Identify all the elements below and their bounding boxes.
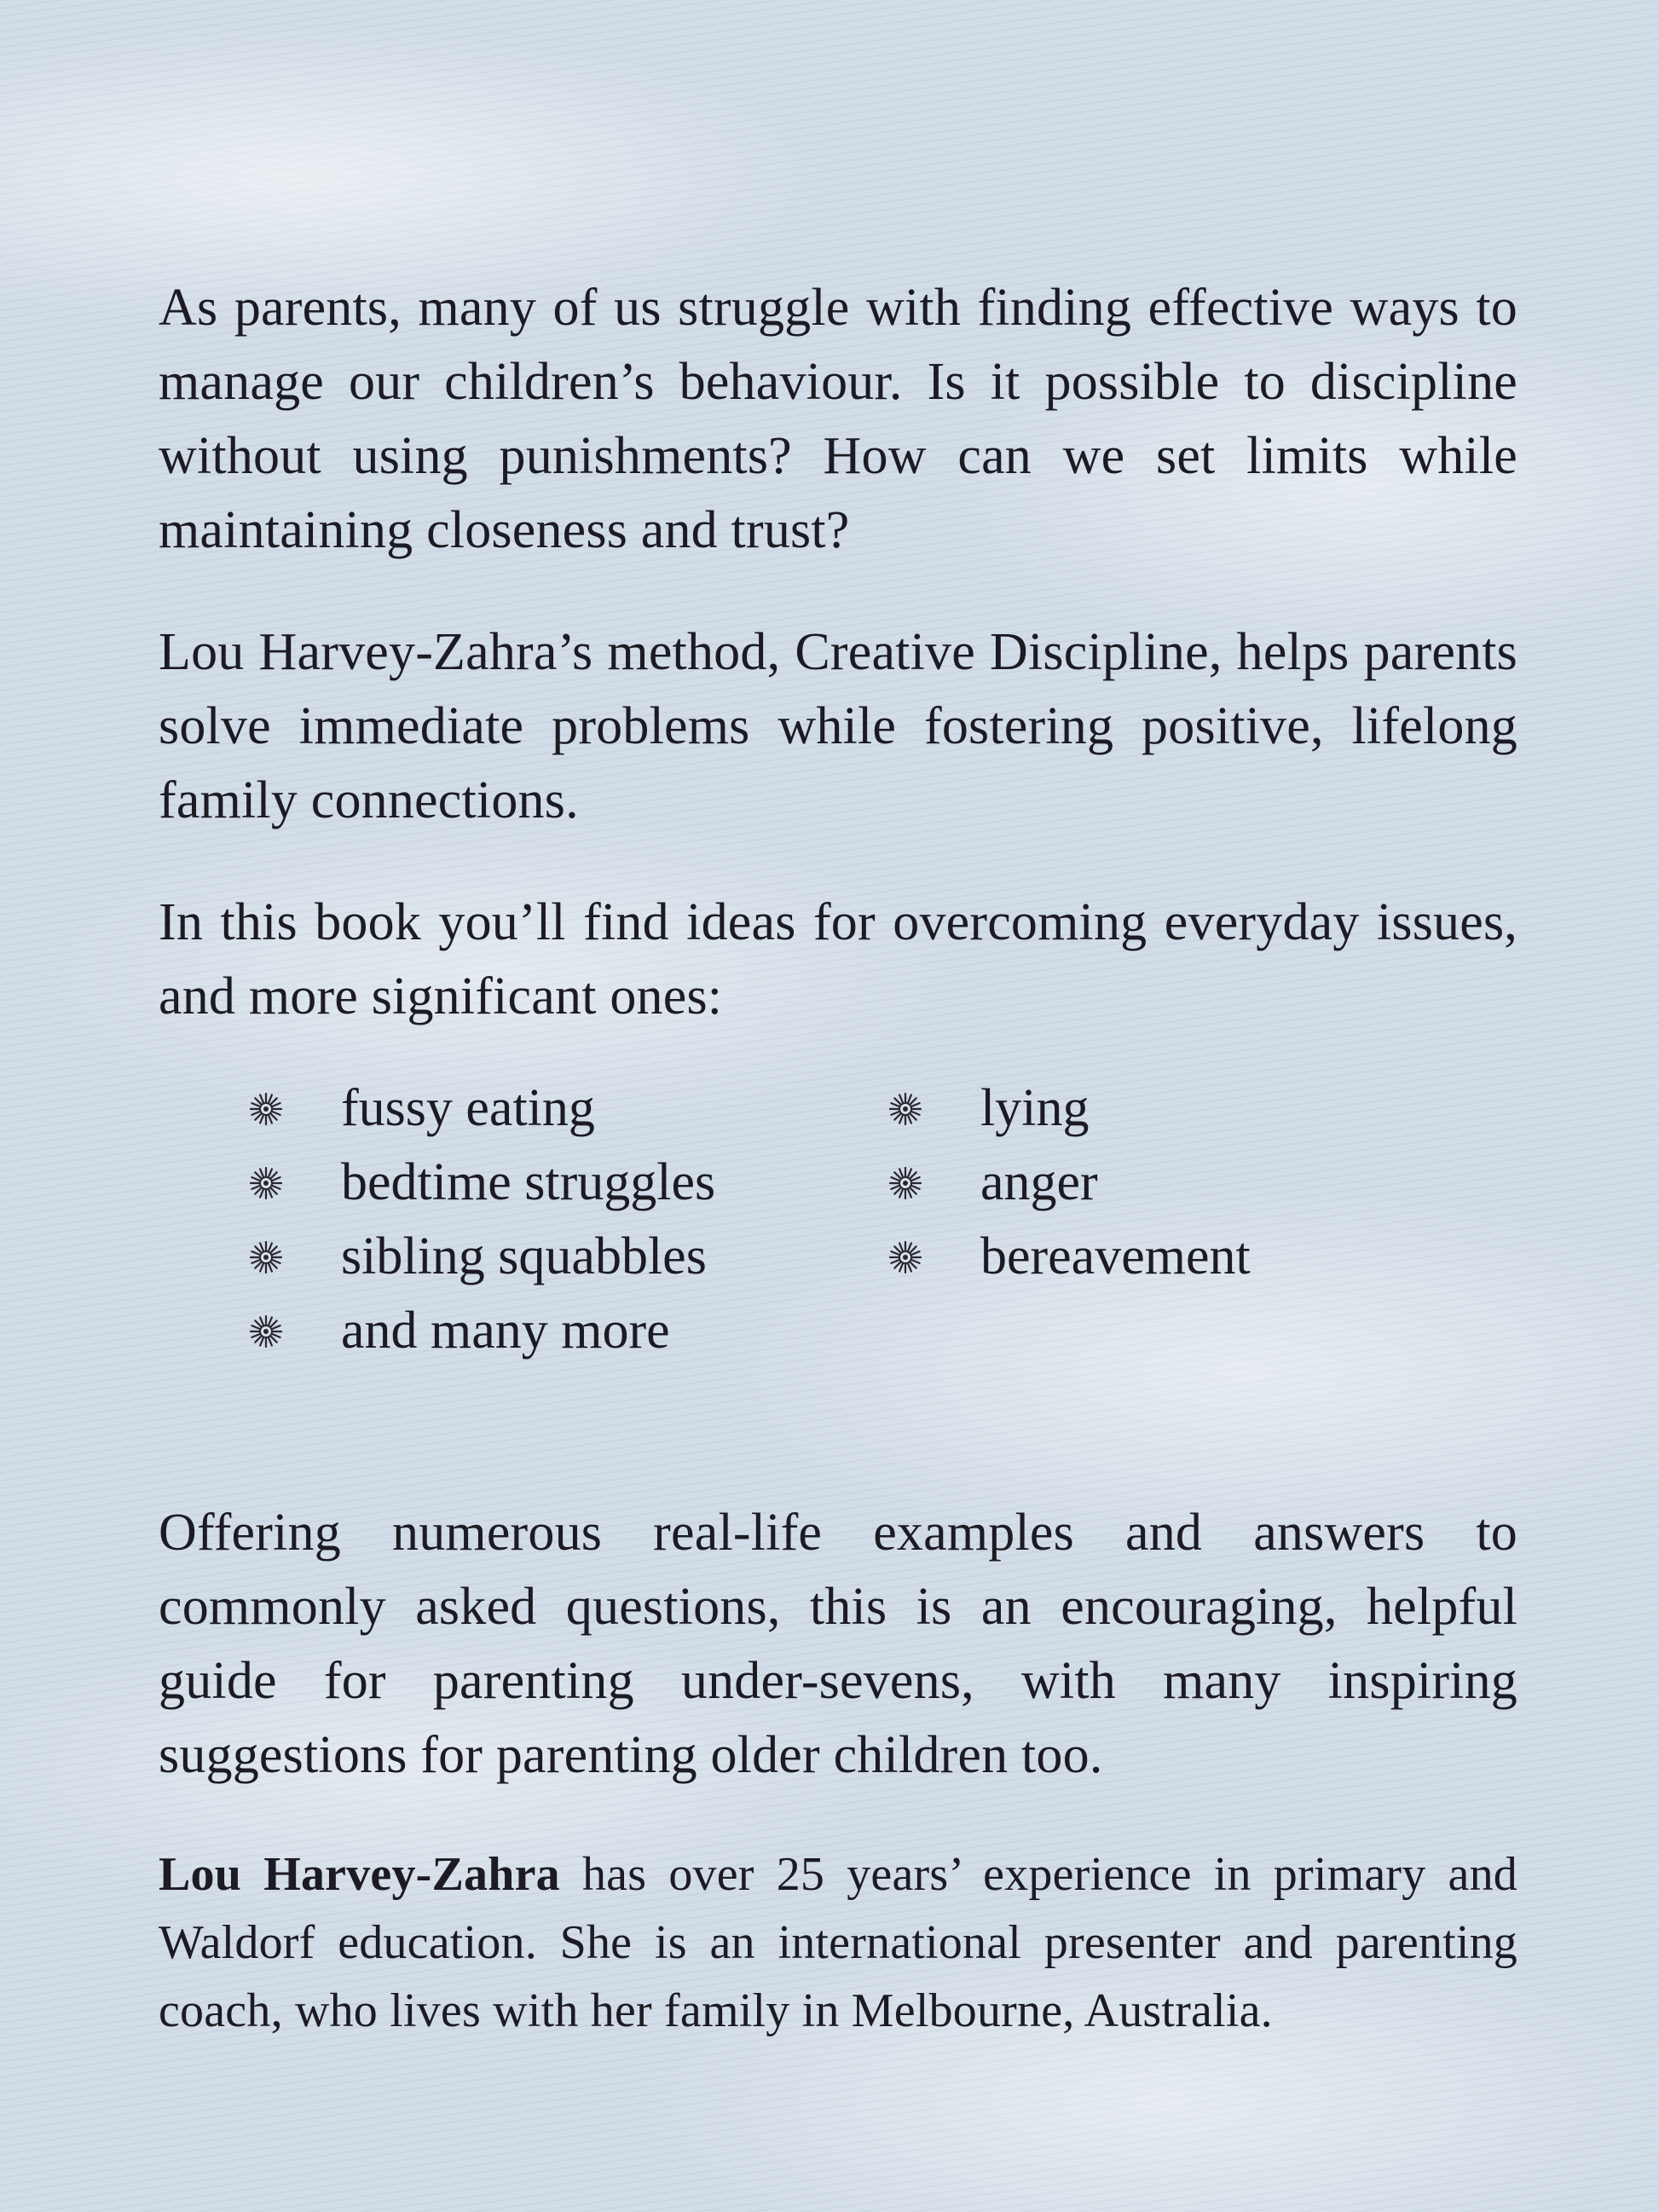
author-bio [159, 1840, 1517, 2045]
flower-icon [249, 1092, 283, 1126]
list-item [249, 1220, 888, 1294]
author-name: Lou Harvey-Zahra [159, 1848, 560, 1901]
offering-paragraph: Offering numerous real-life examples and answers to commonly asked questions, this is an encouraging, helpful guide for parenting under-sevens, with many inspiring suggestions for parenting older children too. [159, 1504, 1517, 1784]
list-item-label: bereavement [980, 1227, 1251, 1285]
list-item [888, 1071, 1251, 1146]
list-item-label: and many more [341, 1302, 670, 1360]
list-item [249, 1146, 888, 1220]
flower-icon [888, 1166, 922, 1200]
list-item [888, 1146, 1251, 1220]
list-item-label: sibling squabbles [341, 1227, 707, 1285]
list-item-label: bedtime struggles [341, 1153, 716, 1211]
issues-list-right [888, 1071, 1251, 1368]
flower-icon [888, 1092, 922, 1126]
issues-list-left [249, 1071, 888, 1368]
list-item [888, 1220, 1251, 1294]
list-item [249, 1071, 888, 1146]
author-bio-text: has over 25 years’ experience in primary and Waldorf education. She is an international presenter and parenting coach, who lives with her family in Melbourne, Australia. [159, 1848, 1518, 2037]
intro-paragraph: As parents, many of us struggle with finding effective ways to manage our children’s behaviour. Is it possible to discipline without using punishments? How can we set limits while maintaining closeness and trust? [159, 279, 1517, 559]
list-item-label: fussy eating [341, 1079, 595, 1137]
flower-icon [249, 1314, 283, 1349]
list-item-label: lying [980, 1079, 1090, 1137]
back-cover-text [159, 271, 1517, 2045]
book-intro-paragraph: In this book you’ll find ideas for overcoming everyday issues, and more significant ones: [159, 893, 1517, 1025]
flower-icon [888, 1240, 922, 1274]
list-item-label: anger [980, 1153, 1098, 1211]
list-item [249, 1294, 888, 1368]
issues-list [249, 1071, 1517, 1368]
flower-icon [249, 1166, 283, 1200]
method-paragraph: Lou Harvey-Zahra’s method, Creative Discipline, helps parents solve immediate problems while fostering positive, lifelong family connections. [159, 623, 1517, 829]
flower-icon [249, 1240, 283, 1274]
